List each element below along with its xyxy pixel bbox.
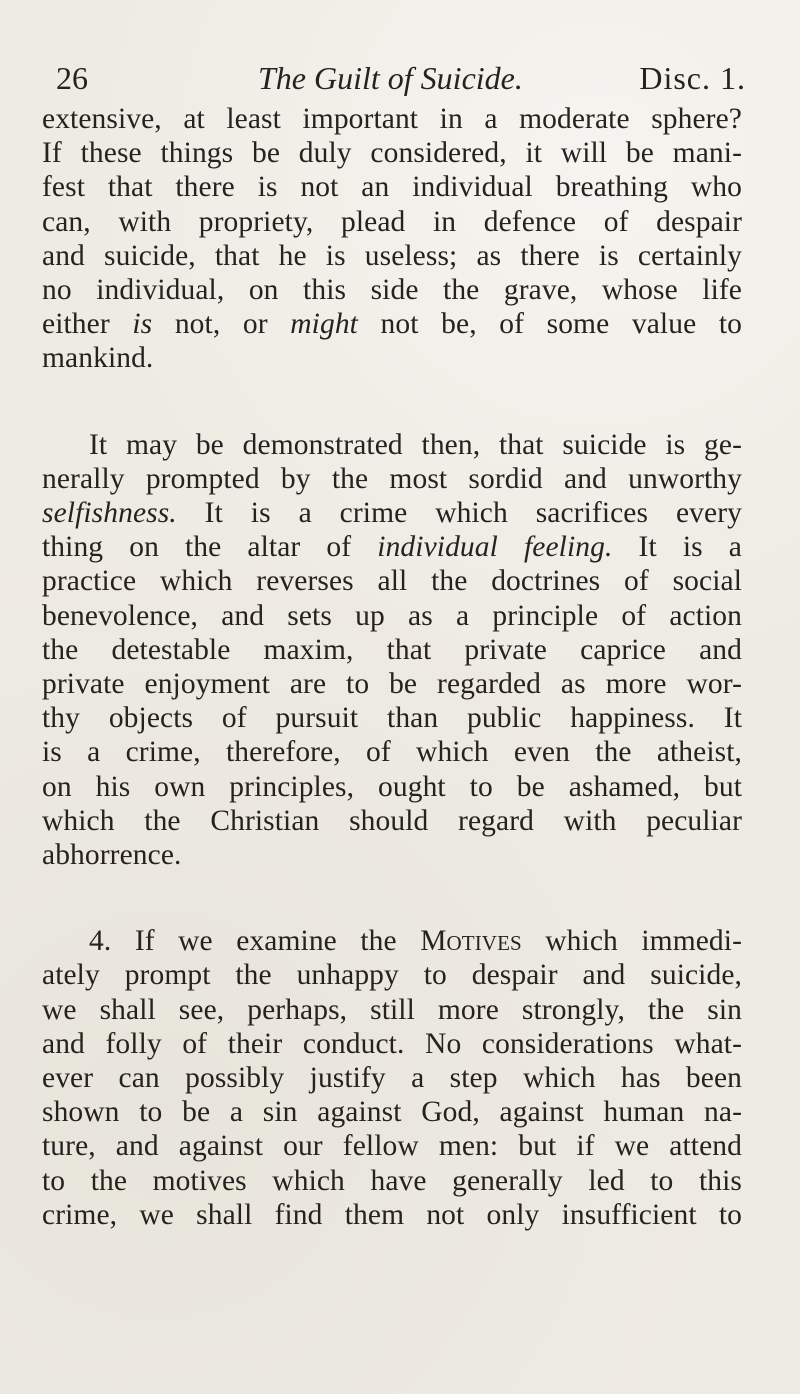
text-run: 4. If we examine the [89,925,421,958]
text-run: either [42,308,133,341]
running-title: The Guilt of Suicide. [258,60,523,96]
section-label: Disc. 1. [639,60,746,96]
text-line: crime, we shall find them not only insufficient to [42,1198,742,1231]
italic-word: is [132,308,153,341]
text-line: abhorrence. [42,839,182,872]
text-line: no individual, on this side the grave, whose life [42,274,742,307]
text-line: we shall see, perhaps, still more strongly, the sin [42,993,742,1026]
italic-word: selfishness. [42,497,177,530]
text-run: not be, of some value to [357,308,742,341]
text-line: and suicide, that he is useless; as there is certainly [42,239,742,272]
text-line: If these things be duly considered, it will be mani- [42,137,742,170]
text-line: to the motives which have generally led to this [42,1164,742,1197]
text-line [42,307,742,341]
running-header [56,58,746,98]
text-run: It is a crime which sacrifices every [176,497,742,530]
small-caps-word: Motives [420,925,522,958]
text-line: thy objects of pursuit than public happiness. It [42,702,742,735]
text-line: private enjoyment are to be regarded as more wor- [42,668,742,701]
text-line: It may be demonstrated then, that suicide is ge- [89,428,742,461]
text-line: is a crime, therefore, of which even the atheist, [42,736,742,769]
text-line: shown to be a sin against God, against human na- [42,1096,742,1129]
text-line: and folly of their conduct. No considerations what- [42,1027,742,1060]
paragraph-2 [42,428,742,873]
text-line: ever can possibly justify a step which has been [42,1062,742,1095]
text-line [42,530,742,564]
text-line: nerally prompted by the most sordid and unworthy [42,462,742,495]
text-line: mankind. [42,342,154,375]
text-run: thing on the altar of [42,531,378,564]
paragraph-gap [42,872,742,924]
page-number: 26 [56,60,88,96]
text-run: not, or [152,308,291,341]
text-line: extensive, at least important in a moderate sphere? [42,103,742,135]
text-line: ately prompt the unhappy to despair and suicide, [42,959,742,992]
text-line: ture, and against our fellow men: but if we attend [42,1130,742,1163]
body-text [42,102,742,1232]
paragraph-gap [42,376,742,428]
text-run: It is a [612,531,742,564]
text-line: fest that there is not an individual breathing who [42,171,742,204]
paragraph-3 [42,924,742,1232]
text-line [42,924,742,958]
text-line: practice which reverses all the doctrines of social [42,565,742,598]
text-line: can, with propriety, plead in defence of despair [42,205,742,238]
italic-word: might [290,308,358,341]
paragraph-1 [42,102,742,376]
text-line: benevolence, and sets up as a principle of action [42,599,742,632]
text-line: the detestable maxim, that private caprice and [42,633,742,666]
text-line [42,496,742,530]
text-line: on his own principles, ought to be ashamed, but [42,770,742,803]
italic-phrase: individual feeling. [377,531,613,564]
text-run: which immedi- [521,925,743,958]
text-line: which the Christian should regard with peculiar [42,804,742,837]
